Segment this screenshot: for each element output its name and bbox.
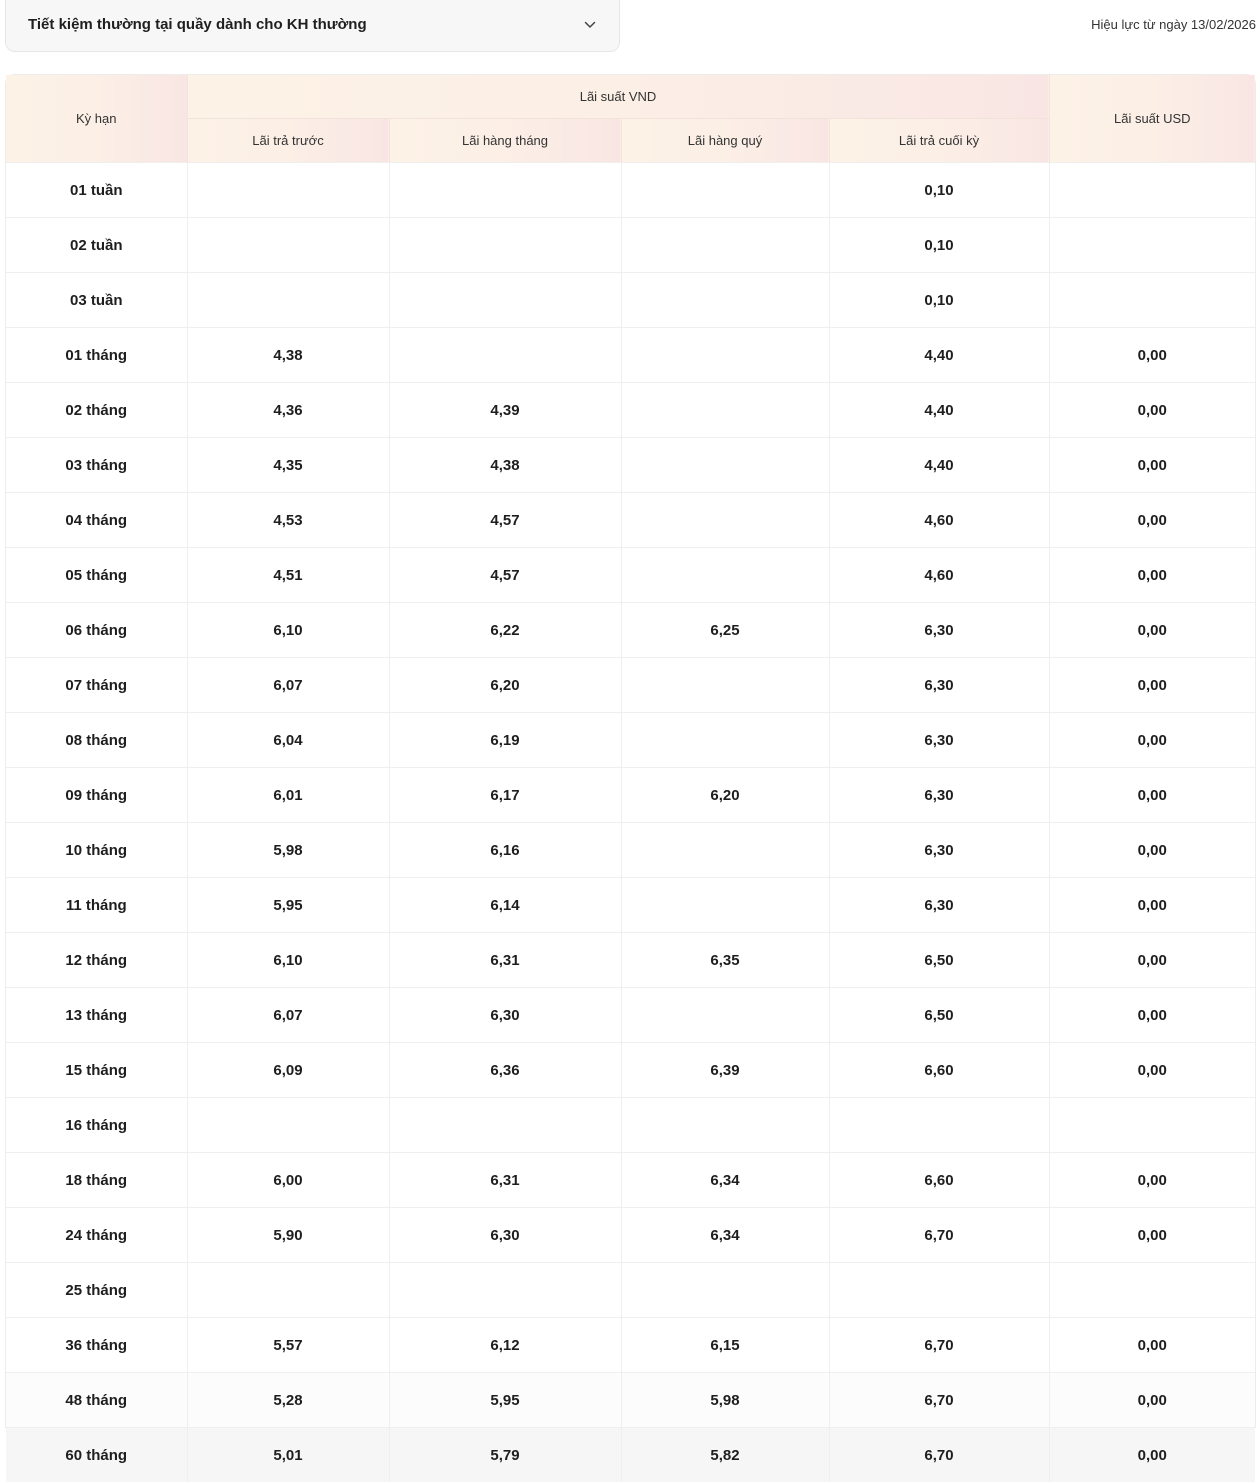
end-of-term-cell: 6,60 <box>829 1153 1049 1208</box>
term-cell: 60 tháng <box>6 1428 187 1482</box>
usd-cell: 0,00 <box>1049 1428 1255 1482</box>
quarterly-cell <box>621 823 829 878</box>
interest-rate-table <box>5 74 1256 1428</box>
usd-cell: 0,00 <box>1049 823 1255 878</box>
table-row <box>6 438 1255 493</box>
quarterly-cell <box>621 878 829 933</box>
monthly-cell: 4,57 <box>389 548 621 603</box>
monthly-cell <box>389 218 621 273</box>
usd-cell <box>1049 273 1255 328</box>
header-vnd-group: Lãi suất VND <box>187 75 1049 119</box>
usd-cell: 0,00 <box>1049 328 1255 383</box>
top-bar <box>0 0 1258 56</box>
quarterly-cell <box>621 658 829 713</box>
end-of-term-cell <box>829 1263 1049 1318</box>
header-end-of-term: Lãi trả cuối kỳ <box>829 119 1049 163</box>
table-row <box>6 273 1255 328</box>
quarterly-cell: 5,98 <box>621 1373 829 1428</box>
term-cell: 25 tháng <box>6 1263 187 1318</box>
monthly-cell <box>389 1098 621 1153</box>
usd-cell: 0,00 <box>1049 1153 1255 1208</box>
table-row <box>6 713 1255 768</box>
header-term: Kỳ hạn <box>6 75 187 163</box>
monthly-cell: 5,79 <box>389 1428 621 1482</box>
table-row <box>6 548 1255 603</box>
prepaid-cell: 5,98 <box>187 823 389 878</box>
quarterly-cell: 6,34 <box>621 1153 829 1208</box>
quarterly-cell <box>621 1263 829 1318</box>
prepaid-cell: 6,01 <box>187 768 389 823</box>
term-cell: 04 tháng <box>6 493 187 548</box>
table-row <box>6 1208 1255 1263</box>
usd-cell: 0,00 <box>1049 658 1255 713</box>
prepaid-cell <box>187 163 389 218</box>
monthly-cell <box>389 273 621 328</box>
term-cell: 06 tháng <box>6 603 187 658</box>
monthly-cell: 6,30 <box>389 988 621 1043</box>
usd-cell: 0,00 <box>1049 603 1255 658</box>
prepaid-cell: 6,10 <box>187 933 389 988</box>
usd-cell <box>1049 1263 1255 1318</box>
prepaid-cell: 6,07 <box>187 988 389 1043</box>
effective-date: Hiệu lực từ ngày 13/02/2026 <box>1091 17 1256 32</box>
prepaid-cell: 4,53 <box>187 493 389 548</box>
table-row <box>6 493 1255 548</box>
quarterly-cell <box>621 273 829 328</box>
end-of-term-cell: 6,50 <box>829 933 1049 988</box>
usd-cell <box>1049 163 1255 218</box>
quarterly-cell <box>621 383 829 438</box>
prepaid-cell: 6,10 <box>187 603 389 658</box>
usd-cell: 0,00 <box>1049 438 1255 493</box>
end-of-term-cell: 6,30 <box>829 878 1049 933</box>
chevron-down-icon[interactable] <box>583 18 597 32</box>
monthly-cell: 4,38 <box>389 438 621 493</box>
table-row <box>6 1263 1255 1318</box>
prepaid-cell <box>187 1098 389 1153</box>
quarterly-cell <box>621 713 829 768</box>
term-cell: 09 tháng <box>6 768 187 823</box>
quarterly-cell: 5,82 <box>621 1428 829 1482</box>
term-cell: 24 tháng <box>6 1208 187 1263</box>
prepaid-cell: 5,90 <box>187 1208 389 1263</box>
monthly-cell: 6,17 <box>389 768 621 823</box>
table-row <box>6 1373 1255 1428</box>
table-row <box>6 823 1255 878</box>
monthly-cell: 6,36 <box>389 1043 621 1098</box>
table-row <box>6 1043 1255 1098</box>
prepaid-cell: 5,57 <box>187 1318 389 1373</box>
prepaid-cell: 4,36 <box>187 383 389 438</box>
usd-cell: 0,00 <box>1049 548 1255 603</box>
monthly-cell: 6,19 <box>389 713 621 768</box>
table-row <box>6 1098 1255 1153</box>
prepaid-cell: 4,51 <box>187 548 389 603</box>
header-prepaid: Lãi trả trước <box>187 119 389 163</box>
quarterly-cell: 6,34 <box>621 1208 829 1263</box>
monthly-cell: 4,39 <box>389 383 621 438</box>
term-cell: 11 tháng <box>6 878 187 933</box>
table-row <box>6 1428 1255 1482</box>
end-of-term-cell: 4,40 <box>829 438 1049 493</box>
term-cell: 15 tháng <box>6 1043 187 1098</box>
term-cell: 48 tháng <box>6 1373 187 1428</box>
term-cell: 02 tháng <box>6 383 187 438</box>
monthly-cell: 6,31 <box>389 1153 621 1208</box>
table-row <box>6 1318 1255 1373</box>
prepaid-cell: 6,07 <box>187 658 389 713</box>
end-of-term-cell: 4,60 <box>829 493 1049 548</box>
quarterly-cell <box>621 438 829 493</box>
table-row <box>6 878 1255 933</box>
monthly-cell: 6,16 <box>389 823 621 878</box>
monthly-cell: 6,20 <box>389 658 621 713</box>
prepaid-cell: 6,00 <box>187 1153 389 1208</box>
usd-cell: 0,00 <box>1049 1373 1255 1428</box>
term-cell: 36 tháng <box>6 1318 187 1373</box>
prepaid-cell: 6,09 <box>187 1043 389 1098</box>
quarterly-cell <box>621 163 829 218</box>
table-row <box>6 163 1255 218</box>
table-row <box>6 768 1255 823</box>
term-cell: 08 tháng <box>6 713 187 768</box>
term-cell: 16 tháng <box>6 1098 187 1153</box>
end-of-term-cell: 4,40 <box>829 383 1049 438</box>
term-cell: 05 tháng <box>6 548 187 603</box>
end-of-term-cell: 6,70 <box>829 1208 1049 1263</box>
usd-cell: 0,00 <box>1049 383 1255 438</box>
quarterly-cell <box>621 218 829 273</box>
quarterly-cell <box>621 1098 829 1153</box>
usd-cell: 0,00 <box>1049 933 1255 988</box>
usd-cell: 0,00 <box>1049 878 1255 933</box>
term-cell: 03 tháng <box>6 438 187 493</box>
quarterly-cell <box>621 328 829 383</box>
usd-cell: 0,00 <box>1049 988 1255 1043</box>
usd-cell: 0,00 <box>1049 1318 1255 1373</box>
prepaid-cell <box>187 218 389 273</box>
monthly-cell: 6,31 <box>389 933 621 988</box>
usd-cell: 0,00 <box>1049 493 1255 548</box>
quarterly-cell: 6,25 <box>621 603 829 658</box>
table-row <box>6 988 1255 1043</box>
quarterly-cell <box>621 548 829 603</box>
end-of-term-cell: 0,10 <box>829 163 1049 218</box>
table-row <box>6 328 1255 383</box>
monthly-cell: 6,12 <box>389 1318 621 1373</box>
term-cell: 03 tuần <box>6 273 187 328</box>
monthly-cell: 6,14 <box>389 878 621 933</box>
quarterly-cell <box>621 493 829 548</box>
prepaid-cell <box>187 1263 389 1318</box>
term-cell: 13 tháng <box>6 988 187 1043</box>
monthly-cell: 6,30 <box>389 1208 621 1263</box>
header-monthly: Lãi hàng tháng <box>389 119 621 163</box>
quarterly-cell: 6,39 <box>621 1043 829 1098</box>
usd-cell <box>1049 1098 1255 1153</box>
header-quarterly: Lãi hàng quý <box>621 119 829 163</box>
monthly-cell: 6,22 <box>389 603 621 658</box>
end-of-term-cell: 6,70 <box>829 1373 1049 1428</box>
prepaid-cell <box>187 273 389 328</box>
table-row <box>6 218 1255 273</box>
end-of-term-cell: 4,40 <box>829 328 1049 383</box>
prepaid-cell: 5,01 <box>187 1428 389 1482</box>
end-of-term-cell: 0,10 <box>829 218 1049 273</box>
product-select[interactable] <box>5 0 620 52</box>
table-row <box>6 658 1255 713</box>
end-of-term-cell: 6,60 <box>829 1043 1049 1098</box>
end-of-term-cell: 6,30 <box>829 603 1049 658</box>
table-row <box>6 1153 1255 1208</box>
end-of-term-cell <box>829 1098 1049 1153</box>
prepaid-cell: 6,04 <box>187 713 389 768</box>
end-of-term-cell: 6,30 <box>829 713 1049 768</box>
prepaid-cell: 4,35 <box>187 438 389 493</box>
prepaid-cell: 5,95 <box>187 878 389 933</box>
table-row <box>6 933 1255 988</box>
monthly-cell: 5,95 <box>389 1373 621 1428</box>
monthly-cell <box>389 328 621 383</box>
end-of-term-cell: 4,60 <box>829 548 1049 603</box>
monthly-cell <box>389 1263 621 1318</box>
term-cell: 12 tháng <box>6 933 187 988</box>
usd-cell: 0,00 <box>1049 1208 1255 1263</box>
prepaid-cell: 5,28 <box>187 1373 389 1428</box>
table-row <box>6 603 1255 658</box>
product-select-value: Tiết kiệm thường tại quầy dành cho KH thường <box>28 16 583 33</box>
monthly-cell: 4,57 <box>389 493 621 548</box>
monthly-cell <box>389 163 621 218</box>
end-of-term-cell: 6,50 <box>829 988 1049 1043</box>
quarterly-cell: 6,35 <box>621 933 829 988</box>
term-cell: 02 tuần <box>6 218 187 273</box>
term-cell: 10 tháng <box>6 823 187 878</box>
end-of-term-cell: 6,30 <box>829 823 1049 878</box>
end-of-term-cell: 6,70 <box>829 1428 1049 1482</box>
quarterly-cell <box>621 988 829 1043</box>
usd-cell: 0,00 <box>1049 768 1255 823</box>
usd-cell: 0,00 <box>1049 713 1255 768</box>
quarterly-cell: 6,15 <box>621 1318 829 1373</box>
header-usd: Lãi suất USD <box>1049 75 1255 163</box>
term-cell: 01 tháng <box>6 328 187 383</box>
term-cell: 01 tuần <box>6 163 187 218</box>
term-cell: 07 tháng <box>6 658 187 713</box>
quarterly-cell: 6,20 <box>621 768 829 823</box>
end-of-term-cell: 6,70 <box>829 1318 1049 1373</box>
term-cell: 18 tháng <box>6 1153 187 1208</box>
usd-cell: 0,00 <box>1049 1043 1255 1098</box>
prepaid-cell: 4,38 <box>187 328 389 383</box>
usd-cell <box>1049 218 1255 273</box>
end-of-term-cell: 6,30 <box>829 768 1049 823</box>
end-of-term-cell: 0,10 <box>829 273 1049 328</box>
end-of-term-cell: 6,30 <box>829 658 1049 713</box>
table-row <box>6 383 1255 438</box>
